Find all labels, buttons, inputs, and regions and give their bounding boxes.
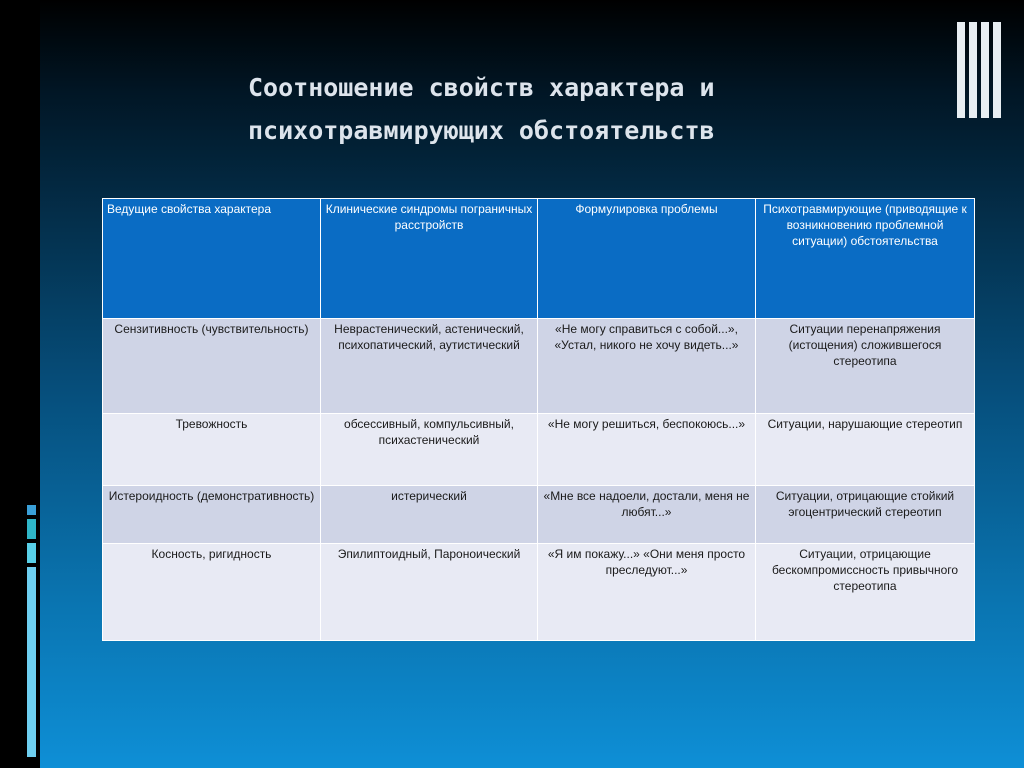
table-cell: «Мне все надоели, достали, меня не любят...» [538,486,756,544]
table-cell: Истероидность (демонстративность) [103,486,321,544]
table-cell: Тревожность [103,414,321,486]
table-row [103,544,975,641]
table-cell: Неврастенический, астенический, психопатический, аутистический [321,319,538,414]
table-cell: Сензитивность (чувствительность) [103,319,321,414]
table-cell: Ситуации, отрицающие бескомпромиссность привычного стереотипа [756,544,975,641]
column-header: Ведущие свойства характера [103,199,321,319]
table-cell: Ситуации, отрицающие стойкий эгоцентрический стереотип [756,486,975,544]
column-header: Формулировка проблемы [538,199,756,319]
table-cell: «Не могу решиться, беспокоюсь...» [538,414,756,486]
character-table [102,198,975,641]
table-row [103,319,975,414]
table-row [103,414,975,486]
table-cell: Ситуации, нарушающие стереотип [756,414,975,486]
column-header: Клинические синдромы пограничных расстройств [321,199,538,319]
table-cell: Ситуации перенапряжения (истощения) сложившегося стереотипа [756,319,975,414]
column-header: Психотравмирующие (приводящие к возникновению проблемной ситуации) обстоятельства [756,199,975,319]
table-cell: обсессивный, компульсивный, психастенический [321,414,538,486]
table-cell: «Не могу справиться с собой...», «Устал, никого не хочу видеть...» [538,319,756,414]
title-line-2: психотравмирующих обстоятельств [248,116,715,145]
table-row [103,486,975,544]
table-cell: Косность, ригидность [103,544,321,641]
table-cell: истерический [321,486,538,544]
table-cell: Эпилиптоидный, Пароноический [321,544,538,641]
slide-title [248,66,888,152]
table-header-row [103,199,975,319]
table-cell: «Я им покажу...» «Они меня просто преследуют...» [538,544,756,641]
title-line-1: Соотношение свойств характера и [248,73,715,102]
